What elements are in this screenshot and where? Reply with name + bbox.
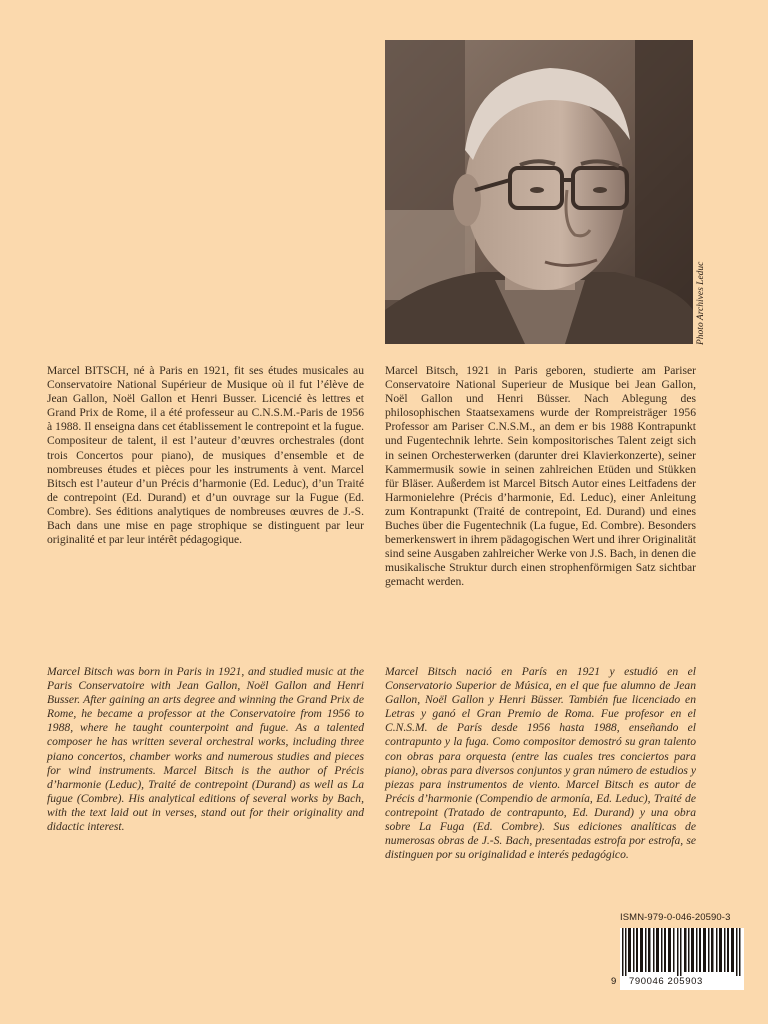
biography-german — [385, 364, 696, 590]
biography-english-text: Marcel Bitsch was born in Paris in 1921, and studied music at the Paris Conservatoire with Jean Gallon, Noël Gallon and Henri Busser. After gaining an arts degree and winning the Grand Prix de Rome, he became a professor at the Conservatoire from 1956 to 1988, where he taught counterpoint and fugue. As a talented composer he has written several orchestral works, including three piano concertos, chamber works and numerous studies and pieces for wind instruments. Marcel Bitsch is the author of Précis d’harmonie (Leduc), Traité de contrepoint (Durand) as well as La fugue (Combre). His analytical editions of several works by Bach, with the text laid out in verses, stand out for their originality and didactic interest. — [47, 665, 364, 834]
biography-french — [47, 364, 364, 547]
biography-spanish-text: Marcel Bitsch nació en París en 1921 y estudió en el Conservatorio Superior de Música, en el que fue alumno de Jean Gallon, Noël Gallon y Henri Büsser. También fue licenciado en Letras y ganó el Gran Premio de Roma. Fue profesor en el C.N.S.M. de París desde 1956 hasta 1988, enseñando el contrapunto y la fuga. Como compositor demostró su gran talento con obras para orquesta (entre las cuales tres conciertos para piano), obras para diversos conjuntos y gran número de estudios y piezas para instrumentos de viento. Marcel Bitsch es autor de Précis d’harmonie (Compendio de armonía, Ed. Leduc), Traité de contrepoint (Tratado de contrapunto, Ed. Durand) y una obra sobre La Fuga (Ed. Combre). Sus ediciones analíticas de numerosas obras de J.-S. Bach, presentadas estrofa por estrofa, se distinguen por su originalidad e interés pedagógico. — [385, 665, 696, 862]
barcode-digit-groups: 790046 205903 — [629, 976, 703, 987]
portrait-photo — [385, 40, 693, 344]
biography-spanish — [385, 665, 696, 862]
biography-french-text: Marcel BITSCH, né à Paris en 1921, fit ses études musicales au Conservatoire National Supérieur de Musique où il fut l’élève de Jean Gallon, Noël Gallon et Henri Busser. Licencié ès lettres et Grand Prix de Rome, il a été professeur au C.N.S.M.-Paris de 1956 à 1988. Il enseigna dans cet établissement le contrepoint et la fugue. Compositeur de talent, il est l’auteur d’œuvres orchestrales (dont trois Concertos pour piano), de musiques d’ensemble et de nombreuses études et pièces pour les instruments à vent. Marcel Bitsch est l’auteur d’un Précis d’harmonie (Ed. Leduc), d’un Traité de contrepoint (Ed. Durand) et d’un ouvrage sur la Fugue (Ed. Combre). Ses éditions analytiques de nombreuses œuvres de J.-S. Bach dans une mise en page strophique se distinguent par leur originalité et par leur intérêt pédagogique. — [47, 364, 364, 547]
biography-english — [47, 665, 364, 834]
barcode-lead-digit: 9 — [611, 976, 617, 987]
photo-credit: Photo Archives Leduc — [696, 261, 706, 345]
biography-german-text: Marcel Bitsch, 1921 in Paris geboren, studierte am Pariser Conservatoire National Superieur de Musique bei Jean Gallon, Noël Gallon und Henri Büsser. Nach Ablegung des philosophischen Staatsexamens wurde der Rompreisträger 1956 Professor am Pariser C.N.S.M., an dem er bis 1988 Kontrapunkt und Fugentechnik lehrte. Sein kompositorisches Talent zeigt sich in seinen Orchesterwerken (darunter drei Klavierkonzerte), seiner Kammermusik sowie in seinen zahlreichen Etüden und Stükken für Bläser. Außerdem ist Marcel Bitsch Autor eines Leitfadens der Harmonielehre (Précis d’harmonie, Ed. Leduc), einer Anleitung zum Kontrapunkt (Traité de contrepoint, Ed. Durand) und eines Buches über die Fugentechnik (La fugue, Ed. Combre). Besonders bemerkenswert in ihrem pädagogischen Wert und ihrer Originalität sind seine Ausgaben zahlreicher Werke von J.S. Bach, in denen die musikalische Struktur durch einen strophenförmigen Satz sichtbar gemacht werden. — [385, 364, 696, 589]
barcode-bars — [620, 928, 744, 976]
ismn-label: ISMN-979-0-046-20590-3 — [620, 912, 731, 923]
portrait-image — [385, 40, 693, 344]
